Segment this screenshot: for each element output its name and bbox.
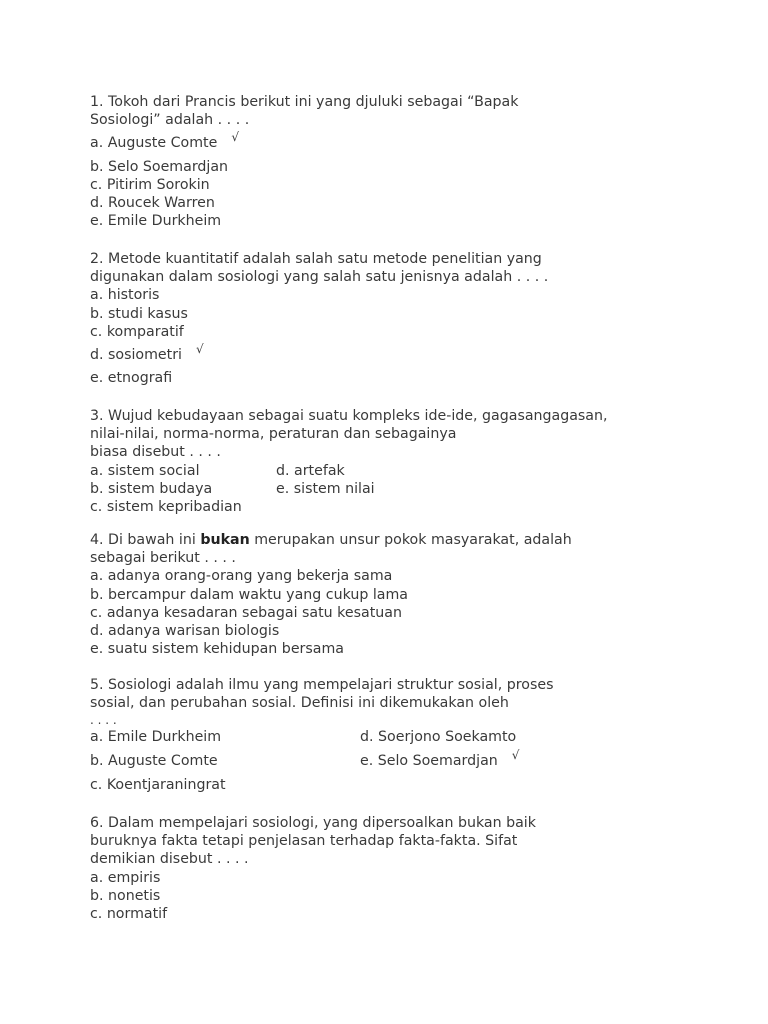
option-5b: b. Auguste Comte bbox=[90, 752, 218, 769]
question-1-stem-line-1: 1. Tokoh dari Prancis berikut ini yang djuluki sebagai “Bapak bbox=[90, 94, 519, 110]
option-2c: c. komparatif bbox=[90, 323, 184, 340]
option-3c: c. sistem kepribadian bbox=[90, 499, 242, 516]
question-4-stem-pre: 4. Di bawah ini bbox=[90, 532, 201, 548]
question-2 bbox=[90, 250, 710, 387]
question-3 bbox=[90, 407, 710, 516]
question-4-stem-post: merupakan unsur pokok masyarakat, adalah bbox=[249, 532, 572, 548]
option-1d: d. Roucek Warren bbox=[90, 195, 215, 212]
option-5a: a. Emile Durkheim bbox=[90, 729, 222, 746]
option-4a: a. adanya orang-orang yang bekerja sama bbox=[90, 568, 393, 585]
option-4d: d. adanya warisan biologis bbox=[90, 623, 280, 640]
option-4c: c. adanya kesadaran sebagai satu kesatuan bbox=[90, 604, 402, 621]
question-5 bbox=[90, 676, 710, 794]
question-3-stem-line-1: 3. Wujud kebudayaan sebagai suatu kompleks ide-ide, gagasangagasan, bbox=[90, 408, 608, 424]
option-5c: c. Koentjaraningrat bbox=[90, 776, 226, 793]
option-5e-text: e. Selo Soemardjan bbox=[360, 752, 498, 769]
question-6-stem-line-1: 6. Dalam mempelajari sosiologi, yang dipersoalkan bukan baik bbox=[90, 815, 536, 831]
question-2-stem-line-2: digunakan dalam sosiologi yang salah satu jenisnya adalah . . . . bbox=[90, 269, 549, 286]
option-1c: c. Pitirim Sorokin bbox=[90, 176, 210, 193]
question-4-stem-line-2: sebagai berikut . . . . bbox=[90, 550, 236, 567]
question-1 bbox=[90, 93, 710, 230]
option-3d: d. artefak bbox=[276, 462, 345, 479]
option-6a: a. empiris bbox=[90, 869, 161, 886]
question-5-stem-line-3: . . . . bbox=[90, 713, 117, 728]
option-6b: b. nonetis bbox=[90, 887, 161, 904]
option-row-5-1 bbox=[90, 728, 710, 746]
option-2d-text: d. sosiometri bbox=[90, 347, 182, 364]
option-3b: b. sistem budaya bbox=[90, 480, 213, 497]
question-4-stem-line-1 bbox=[90, 531, 710, 549]
option-6c: c. normatif bbox=[90, 906, 168, 923]
check-mark-icon: √ bbox=[511, 747, 520, 762]
question-6-stem-line-3: demikian disebut . . . . bbox=[90, 851, 249, 868]
option-1e: e. Emile Durkheim bbox=[90, 213, 222, 230]
check-mark-icon: √ bbox=[231, 130, 239, 145]
option-1a-text: a. Auguste Comte bbox=[90, 135, 218, 152]
option-1a bbox=[90, 130, 710, 152]
option-5d: d. Soerjono Soekamto bbox=[360, 729, 517, 746]
question-6-stem-line-2: buruknya fakta tetapi penjelasan terhadap fakta-fakta. Sifat bbox=[90, 833, 518, 850]
option-3a: a. sistem social bbox=[90, 462, 200, 479]
question-3-stem-line-3: biasa disebut . . . . bbox=[90, 444, 221, 461]
question-2-stem-line-1: 2. Metode kuantitatif adalah salah satu metode penelitian yang bbox=[90, 251, 542, 267]
option-row-3-1 bbox=[90, 462, 710, 480]
option-2b: b. studi kasus bbox=[90, 305, 188, 322]
question-6 bbox=[90, 814, 710, 923]
question-3-stem-line-2: nilai-nilai, norma-norma, peraturan dan sebagainya bbox=[90, 426, 457, 443]
question-4 bbox=[90, 531, 710, 658]
question-5-stem-line-1: 5. Sosiologi adalah ilmu yang mempelajari struktur sosial, proses bbox=[90, 677, 554, 693]
question-1-stem-line-2: Sosiologi” adalah . . . . bbox=[90, 112, 250, 129]
option-5e bbox=[360, 747, 520, 770]
option-row-5-2 bbox=[90, 747, 710, 770]
option-2e: e. etnografi bbox=[90, 370, 173, 387]
option-2a: a. historis bbox=[90, 287, 160, 304]
question-5-stem-line-2: sosial, dan perubahan sosial. Definisi ini dikemukakan oleh bbox=[90, 695, 509, 712]
question-4-stem-emphasis: bukan bbox=[200, 532, 250, 548]
option-3e: e. sistem nilai bbox=[276, 480, 375, 497]
check-mark-icon: √ bbox=[196, 342, 204, 357]
option-1b: b. Selo Soemardjan bbox=[90, 158, 229, 175]
option-row-3-2 bbox=[90, 480, 710, 498]
option-4e: e. suatu sistem kehidupan bersama bbox=[90, 641, 344, 658]
option-2d bbox=[90, 342, 710, 364]
option-4b: b. bercampur dalam waktu yang cukup lama bbox=[90, 586, 409, 603]
